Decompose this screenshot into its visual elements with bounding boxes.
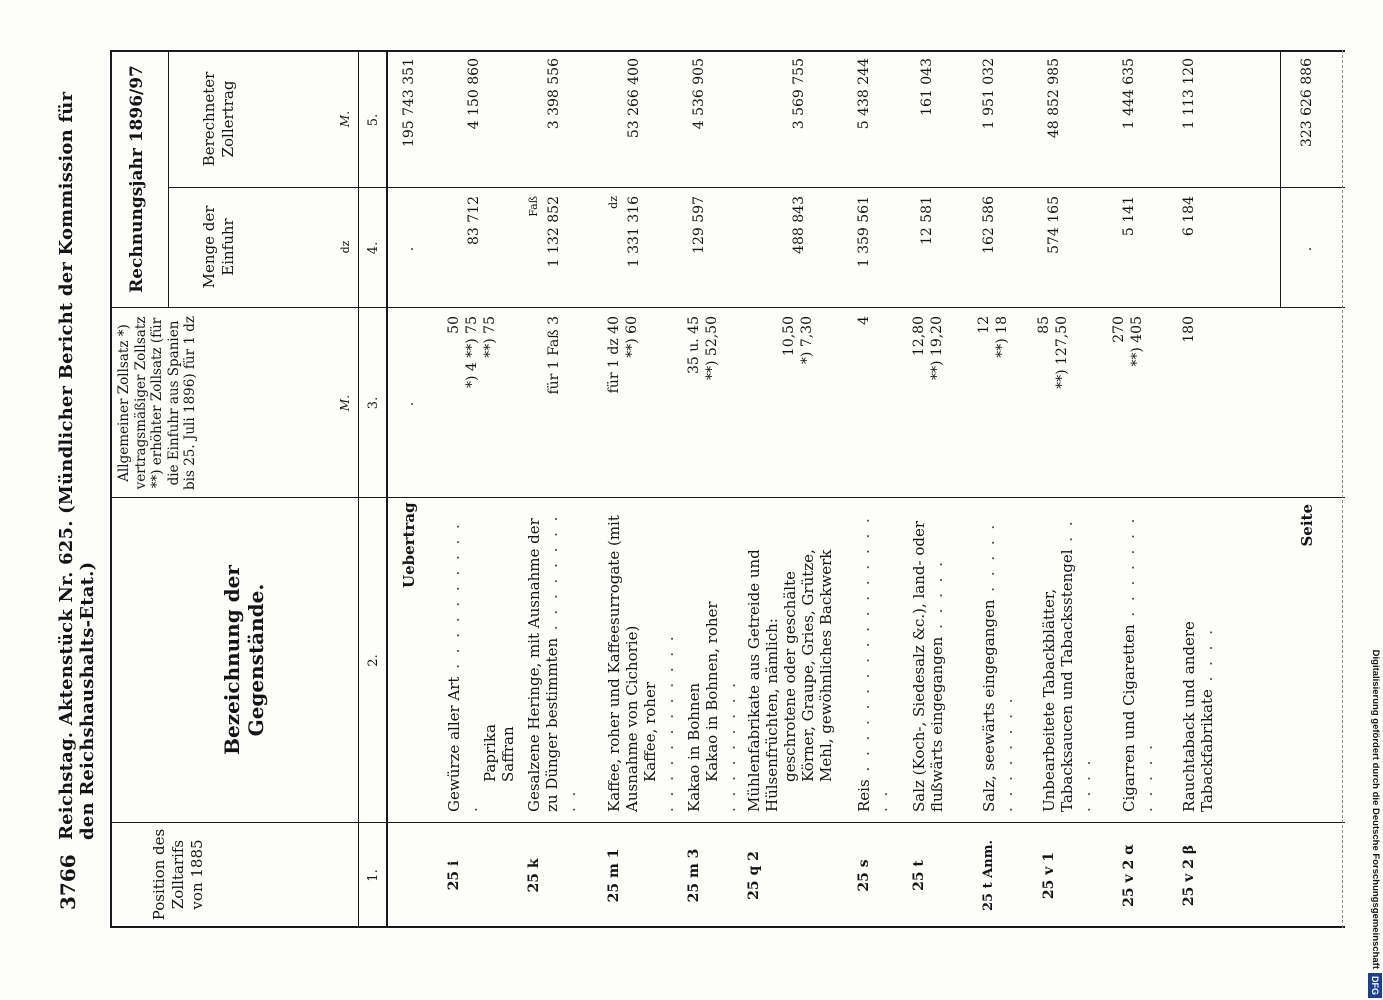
col4-header: Menge der Einfuhr: [200, 205, 237, 289]
row-position: 25 q 2: [746, 851, 762, 900]
row-rate: 35 u. 45 **) 52,50: [686, 316, 720, 380]
row-amount: 48 852 985: [1046, 58, 1062, 139]
row-description: Kakao in Bohnen Kakao in Bohnen, roher . . . . . . . . .: [685, 601, 739, 812]
row-position: 25 t Anm.: [981, 840, 996, 911]
col2-header: Bezeichnung der Gegenstände.: [220, 565, 268, 755]
row-amount: 161 043: [919, 58, 935, 116]
col-number: 3.: [366, 396, 381, 410]
row-position: 25 t: [911, 860, 927, 891]
col1-header: Position des Zolltarifs von 1885: [150, 828, 206, 921]
row-position: 25 m 3: [686, 848, 702, 903]
row-description: Rauchtaback und andere Tabackfabrikate . . . .: [1180, 621, 1216, 812]
carry-label: Uebertrag: [400, 502, 418, 588]
carry-rate: .: [401, 401, 417, 407]
row-description: Mühlenfabrikate aus Getreide und Hülsenfrüchten, nämlich: geschrotene oder geschälte Körner, Graupe, Gries, Grütze, Mehl, gewöhnliches Backwerk: [745, 549, 835, 812]
row-amount: 3 398 556: [546, 58, 562, 130]
col-number: 1.: [366, 869, 381, 882]
col3-header: Allgemeiner Zollsatz *) vertragsmäßiger Zollsatz **) erhöhter Zollsatz (für die Einfuhr aus Spanien bis 25. Juli 1896) für 1 dz: [116, 316, 198, 490]
header-title: Reichstag. Aktenstück Nr. 625. (Mündlicher Bericht der Kommission für den Reichshaushalts-Etat.): [56, 91, 98, 840]
row-amount: 53 266 400: [626, 58, 642, 139]
group-header: Rechnungsjahr 1896/97: [127, 65, 147, 293]
row-quantity: 1 331 316: [626, 196, 642, 268]
carry-qty: .: [401, 246, 417, 252]
side-note-text: Digitalisierung gefördert durch die Deutsche Forschungsgemeinschaft: [1370, 649, 1381, 969]
row-quantity: 6 184: [1181, 196, 1197, 237]
row-position: 25 s: [856, 859, 872, 892]
row-rate: 4: [856, 316, 872, 325]
footer-quantity: .: [1299, 246, 1315, 252]
row-amount: 5 438 244: [856, 58, 872, 130]
row-amount: 1 113 120: [1181, 58, 1197, 130]
row-quantity-unit: dz: [607, 196, 620, 209]
col4-unit: dz: [339, 240, 352, 254]
page-number: 3766: [56, 854, 80, 910]
row-quantity: 162 586: [981, 196, 997, 254]
row-quantity: 5 141: [1121, 196, 1137, 237]
row-rate: 180: [1181, 316, 1197, 343]
row-description: Reis . . . . . . . . . . . . . . . . . . .: [855, 515, 891, 812]
row-rate: für 1 dz 40 **) 60: [606, 316, 640, 394]
carry-amount: 195 743 351: [401, 58, 417, 148]
row-quantity: 488 843: [791, 196, 807, 254]
row-rate: 50 *) 4 **) 75 **) 75: [446, 316, 498, 388]
dfg-logo: DFG: [1368, 973, 1382, 998]
row-description: Gesalzene Heringe, mit Ausnahme der zu Dünger bestimmten . . . . . . . . . .: [525, 513, 579, 812]
col3-unit: M.: [338, 394, 352, 412]
row-rate: 12,80 **) 19,20: [911, 316, 945, 380]
row-position: 25 i: [446, 860, 462, 891]
row-rate: 85 **) 127,50: [1036, 316, 1070, 389]
footer-amount: 323 626 886: [1299, 58, 1315, 148]
row-quantity: 1 359 561: [856, 196, 872, 268]
row-position: 25 m 1: [606, 848, 622, 903]
col5-header: Berechneter Zollertrag: [200, 71, 237, 167]
row-amount: 1 951 032: [981, 58, 997, 130]
row-quantity: 12 581: [919, 196, 935, 245]
row-rate: für 1 Faß 3: [546, 316, 562, 395]
footer-label: Seite: [1298, 504, 1316, 547]
col-number: 5.: [366, 113, 381, 127]
row-position: 25 v 1: [1041, 851, 1057, 900]
page-header: [52, 60, 98, 910]
row-description: Cigarren und Cigaretten . . . . . . . . . . . .: [1120, 515, 1156, 812]
row-position: 25 v 2 α: [1121, 844, 1137, 907]
row-quantity: 574 165: [1046, 196, 1062, 254]
row-position: 25 v 2 β: [1181, 844, 1197, 907]
col5-unit: M.: [338, 110, 352, 128]
row-quantity: 129 597: [691, 196, 707, 254]
row-quantity: 1 132 852: [546, 196, 562, 268]
row-rate: 12 **) 18: [976, 316, 1010, 358]
row-quantity-unit: Faß: [527, 196, 540, 217]
row-quantity: 83 712: [466, 196, 482, 245]
row-amount: 3 569 755: [791, 58, 807, 130]
col-number: 4.: [366, 241, 381, 255]
row-rate: 270 **) 405: [1111, 316, 1145, 367]
col-number: 2.: [366, 654, 381, 667]
row-description: Salz (Koch-, Siedesalz &c.), land- oder flußwärts eingegangen . . . . .: [910, 520, 946, 812]
row-description: Gewürze aller Art . . . . . . . . . . . Paprika Saffran: [445, 521, 517, 812]
row-rate: 10,50 *) 7,30: [781, 316, 815, 365]
row-amount: 1 444 635: [1121, 58, 1137, 130]
side-note: [1368, 8, 1382, 998]
row-description: Salz, seewärts eingegangen . . . . . . . . . . . . .: [980, 521, 1016, 812]
row-amount: 4 536 905: [691, 58, 707, 130]
statistics-table: [110, 50, 1345, 928]
row-amount: 4 150 860: [466, 58, 482, 130]
row-position: 25 k: [526, 858, 542, 893]
row-description: Kaffee, roher und Kaffeesurrogate (mit Ausnahme von Cichorie) Kaffee, roher . . . . . . . . . . . .: [605, 515, 677, 812]
row-description: Unbearbeitete Tabackblätter, Tabacksaucen und Tabacksstengel . . . . . .: [1040, 518, 1094, 812]
